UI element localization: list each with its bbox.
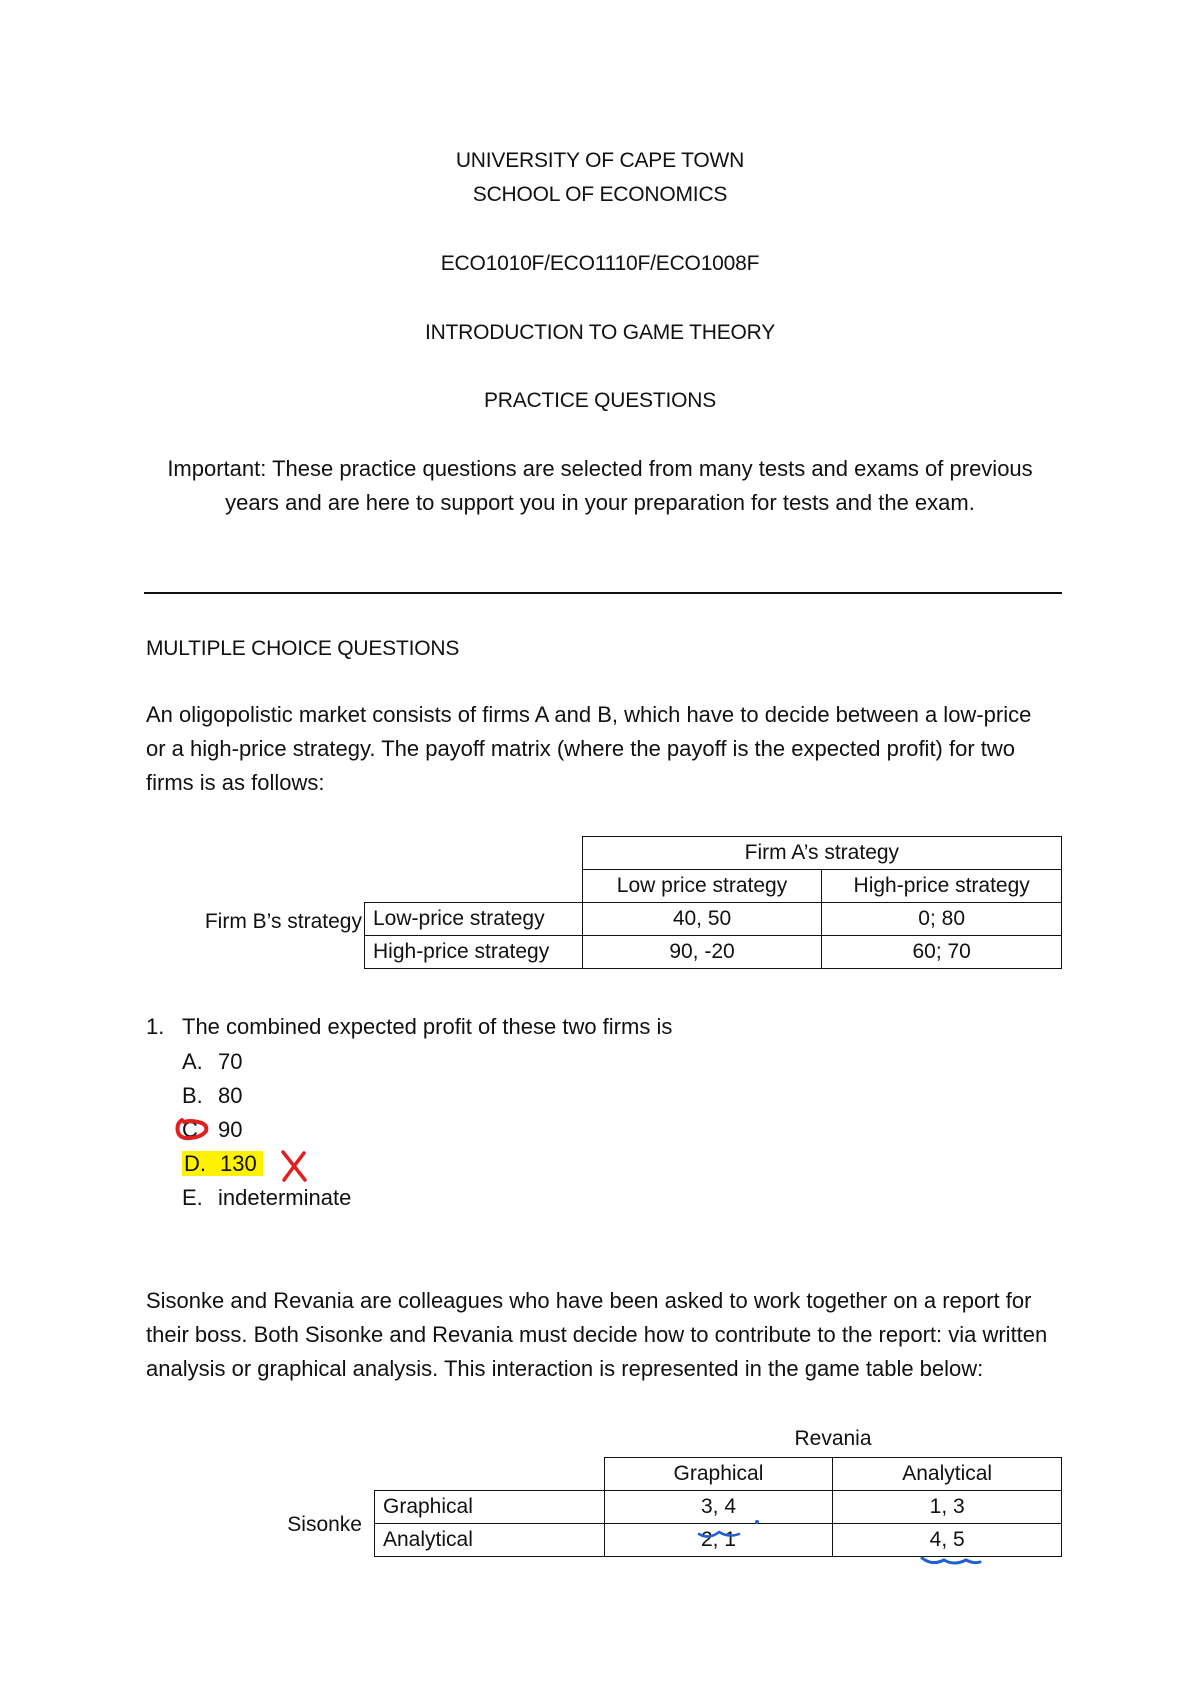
intro1-line3: firms is as follows: [146, 770, 325, 795]
table1-row-label: Low-price strategy [365, 903, 583, 936]
option-letter: A. [182, 1049, 203, 1074]
intro2-line2: their boss. Both Sisonke and Revania must decide how to contribute to the report: via written [146, 1322, 1048, 1347]
intro2-line3: analysis or graphical analysis. This interaction is represented in the game table below: [146, 1356, 984, 1381]
table2-cell: 1, 3 [833, 1491, 1062, 1524]
table2-cell: 3, 4 [604, 1491, 833, 1524]
blue-underline-annotation-icon [918, 1544, 988, 1570]
option-text: indeterminate [218, 1185, 352, 1210]
table1-cell: 60; 70 [822, 936, 1062, 969]
red-cross-mark-icon [278, 1148, 310, 1184]
option-letter: C. [182, 1117, 204, 1142]
table1-row-player: Firm B’s strategy [204, 910, 362, 933]
question1-number: 1. [146, 1014, 165, 1039]
table2-row-label: Analytical [375, 1524, 605, 1557]
doc-subtitle: PRACTICE QUESTIONS [483, 389, 717, 412]
table2-cell: 2, 1 [604, 1524, 833, 1557]
highlighted-answer [182, 1151, 263, 1176]
school-name: SCHOOL OF ECONOMICS [472, 183, 728, 206]
payoff-matrix-colleagues [374, 1457, 1062, 1557]
table-row [365, 936, 1062, 969]
table1-corner2 [365, 870, 583, 903]
blue-underline-annotation-icon [695, 1510, 765, 1540]
table1-cell: 40, 50 [582, 903, 822, 936]
table1-row-label: High-price strategy [365, 936, 583, 969]
table1-corner [365, 837, 583, 870]
important-note-line2: years and are here to support you in your preparation for tests and the exam. [225, 490, 975, 515]
table2-row-label: Graphical [375, 1491, 605, 1524]
option-text: 130 [220, 1151, 257, 1176]
important-note-line1: Important: These practice questions are selected from many tests and exams of previous [167, 456, 1033, 481]
table1-col-header: Low price strategy [582, 870, 822, 903]
intro2-line1: Sisonke and Revania are colleagues who have been asked to work together on a report for [146, 1288, 1032, 1313]
option-a [182, 1045, 242, 1079]
option-d [182, 1147, 263, 1181]
question1-text: The combined expected profit of these two firms is [182, 1014, 673, 1039]
intro1-line1: An oligopolistic market consists of firms A and B, which have to decide between a low-price [146, 702, 1032, 727]
table1-cell: 0; 80 [822, 903, 1062, 936]
option-e [182, 1181, 351, 1215]
option-text: 70 [218, 1049, 243, 1074]
table2-row-player: Sisonke [287, 1513, 362, 1536]
intro1-line2: or a high-price strategy. The payoff matrix (where the payoff is the expected profit) for two [146, 736, 1016, 761]
table2-col-player: Revania [794, 1427, 872, 1450]
table1-col-player: Firm A’s strategy [582, 837, 1061, 870]
table2-col-header: Analytical [833, 1458, 1062, 1491]
option-text: 80 [218, 1083, 243, 1108]
table1-col-header: High-price strategy [822, 870, 1062, 903]
option-letter: E. [182, 1185, 203, 1210]
table2-corner [375, 1458, 605, 1491]
question1 [146, 1010, 672, 1044]
topic-title: INTRODUCTION TO GAME THEORY [424, 321, 776, 344]
option-b [182, 1079, 242, 1113]
table-row [365, 903, 1062, 936]
option-text: 90 [218, 1117, 243, 1142]
table2-cell: 4, 5 [833, 1524, 1062, 1557]
option-letter: D. [184, 1151, 206, 1176]
red-circle-annotation-icon [172, 1114, 212, 1144]
table1-cell: 90, -20 [582, 936, 822, 969]
horizontal-divider [144, 592, 1062, 594]
payoff-matrix-firms [364, 836, 1062, 969]
university-name: UNIVERSITY OF CAPE TOWN [455, 149, 745, 172]
course-codes: ECO1010F/ECO1110F/ECO1008F [440, 252, 760, 275]
section-title: MULTIPLE CHOICE QUESTIONS [146, 637, 460, 660]
table2-col-header: Graphical [604, 1458, 833, 1491]
option-letter: B. [182, 1083, 203, 1108]
